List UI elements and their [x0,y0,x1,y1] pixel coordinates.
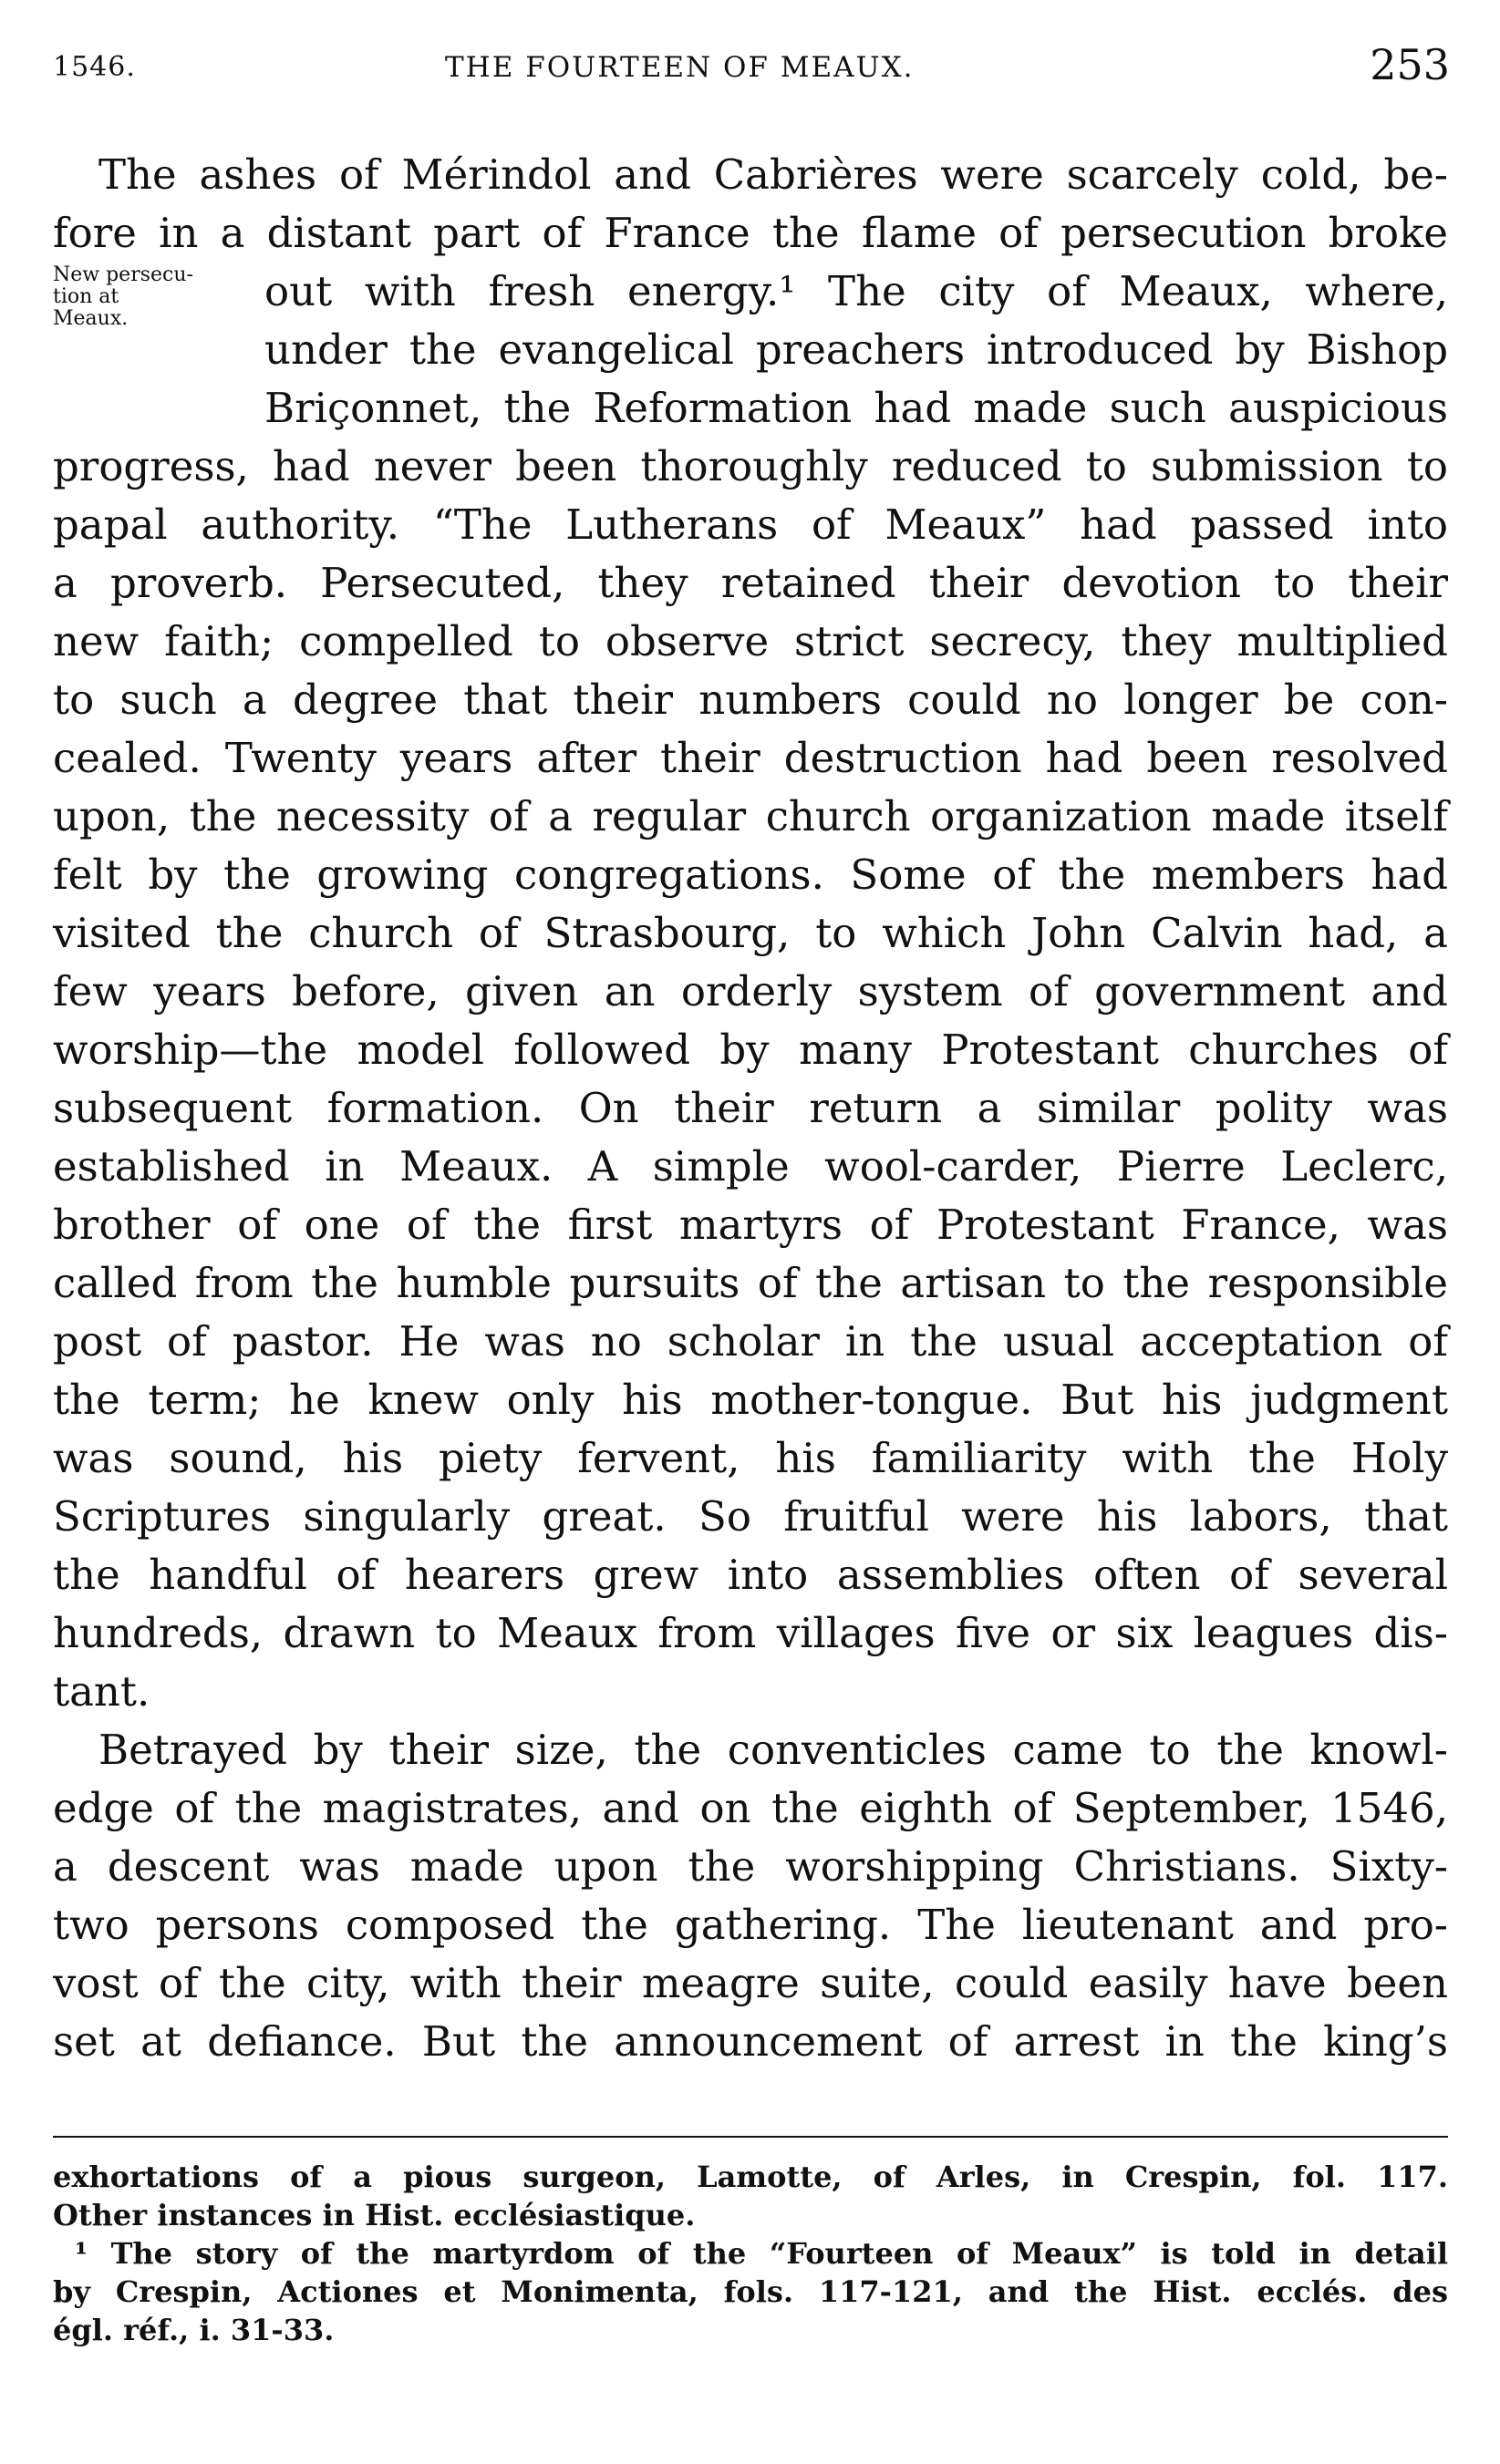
body-line: fore in a distant part of France the flame of persecution broke [53,209,1448,257]
body-line: Betrayed by their size, the conventicles came to the knowl- [98,1726,1448,1774]
body-line: cealed. Twenty years after their destruction had been resolved [53,734,1448,782]
footnote-line: exhortations of a pious surgeon, Lamotte, of Arles, in Crespin, fol. 117. [53,2160,1448,2194]
body-line: progress, had never been thoroughly reduced to submission to [53,442,1448,490]
body-line: tant. [53,1667,150,1716]
footnote-line: by Crespin, Actiones et Monimenta, fols. 117-121, and the Hist. ecclés. des [53,2274,1448,2309]
body-line: a proverb. Persecuted, they retained their devotion to their [53,559,1448,607]
body-line: subsequent formation. On their return a similar polity was [53,1084,1448,1132]
body-line: Briçonnet, the Reformation had made such auspicious [264,384,1448,432]
body-line: upon, the necessity of a regular church organization made itself [53,792,1448,840]
body-line: out with fresh energy.¹ The city of Meaux, where, [264,267,1448,315]
body-line: papal authority. “The Lutherans of Meaux” had passed into [53,500,1448,549]
body-line: was sound, his piety fervent, his familiarity with the Holy [53,1434,1448,1482]
footnote-line: ¹ The story of the martyrdom of the “Fourteen of Meaux” is told in detail [75,2236,1448,2271]
body-line: a descent was made upon the worshipping Christians. Sixty- [53,1842,1448,1891]
body-line: visited the church of Strasbourg, to which John Calvin had, a [53,909,1448,957]
body-line: set at defiance. But the announcement of arrest in the king’s [53,2017,1448,2066]
body-line: established in Meaux. A simple wool-carder, Pierre Leclerc, [53,1142,1448,1191]
body-line: under the evangelical preachers introduced by Bishop [264,325,1448,374]
margin-note-line: Meaux. [53,307,129,330]
header-year: 1546. [53,51,136,83]
body-line: new faith; compelled to observe strict secrecy, they multiplied [53,617,1448,665]
footnote-rule [53,2136,1448,2138]
body-line: brother of one of the first martyrs of Protestant France, was [53,1201,1448,1249]
body-line: the term; he knew only his mother-tongue. But his judgment [53,1376,1448,1424]
footnote-line: égl. réf., i. 31-33. [53,2313,335,2347]
body-line: two persons composed the gathering. The lieutenant and pro- [53,1901,1448,1949]
body-line: few years before, given an orderly system of government and [53,967,1448,1015]
body-line: vost of the city, with their meagre suite, could easily have been [53,1959,1448,2007]
body-line: Scriptures singularly great. So fruitful were his labors, that [53,1492,1448,1541]
body-line: hundreds, drawn to Meaux from villages five or six leagues dis- [53,1609,1448,1657]
body-line: edge of the magistrates, and on the eighth of September, 1546, [53,1784,1448,1832]
body-line: the handful of hearers grew into assemblies often of several [53,1551,1448,1599]
margin-note-line: New persecu- [53,263,193,286]
body-line: called from the humble pursuits of the artisan to the responsible [53,1259,1448,1307]
body-line: The ashes of Mérindol and Cabrières were scarcely cold, be- [98,150,1448,199]
margin-note-line: tion at [53,285,119,308]
page-number: 253 [1370,40,1450,89]
footnote-line: Other instances in Hist. ecclésiastique. [53,2198,696,2232]
margin-note [53,264,235,330]
body-line: worship—the model followed by many Protestant churches of [53,1026,1448,1074]
header-title: THE FOURTEEN OF MEAUX. [445,51,915,84]
body-line: to such a degree that their numbers could no longer be con- [53,675,1448,724]
body-line: felt by the growing congregations. Some of the members had [53,851,1448,899]
running-header [53,40,1450,102]
body-line: post of pastor. He was no scholar in the usual acceptation of [53,1317,1448,1366]
